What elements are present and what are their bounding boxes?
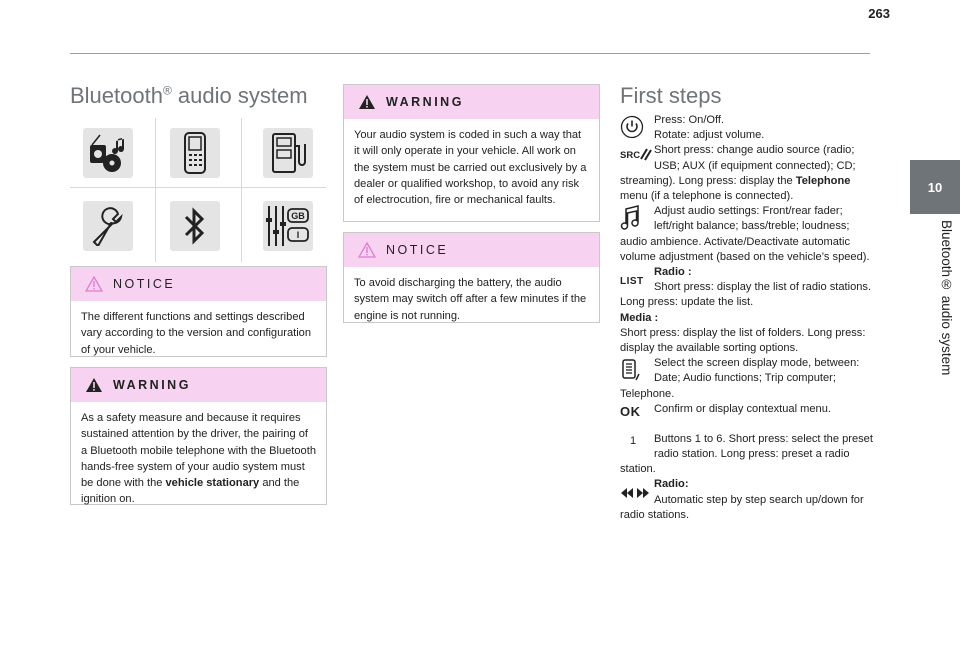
media-list-text: Short press: display the list of folders. Long press: display the available sorting options. [620, 326, 866, 355]
warning-box-coding [343, 84, 600, 222]
title-rest: audio system [171, 83, 308, 108]
title-sup: ® [162, 83, 172, 98]
seek-arrows-icon [620, 483, 652, 503]
phone-icon [170, 128, 220, 178]
settings-language-icon [263, 201, 313, 251]
seek-heading: Radio: [654, 478, 689, 491]
ok-icon: OK [620, 404, 641, 420]
section-title [70, 83, 308, 109]
chapter-number: 10 [927, 179, 943, 195]
warning-heading: WARNING [386, 95, 464, 109]
svg-text:GB: GB [291, 211, 305, 221]
svg-text:SRC: SRC [620, 150, 641, 162]
warning-heading: WARNING [113, 378, 191, 392]
notice-triangle-icon [85, 276, 103, 292]
display-mode-icon [620, 356, 652, 384]
wrench-icon [83, 201, 133, 251]
first-steps-title: First steps [620, 83, 722, 108]
src-phone-icon [620, 145, 652, 163]
buttons-text: Buttons 1 to 6. Short press: select the preset radio station. Long press: preset a radio station. [620, 432, 873, 476]
radio-cd-icon [83, 128, 133, 178]
seek-text: Automatic step by step search up/down for radio stations. [620, 493, 864, 521]
warning-triangle-icon [358, 94, 376, 110]
notice-text: The different functions and settings described vary according to the version and configuration of your vehicle. [81, 311, 312, 356]
icon-grid [70, 118, 326, 262]
notice-text: To avoid discharging the battery, the audio system may switch off after a few minutes if the engine is not running. [354, 277, 587, 322]
list-icon: LIST [620, 276, 644, 288]
notice-heading: NOTICE [386, 243, 449, 257]
power-line2: Rotate: adjust volume. [654, 129, 765, 142]
warning-box-bluetooth [70, 367, 327, 505]
power-line1: Press: On/Off. [654, 114, 725, 126]
title-text: Bluetooth [70, 83, 163, 108]
music-note-icon [620, 204, 652, 232]
display-text: Select the screen display mode, between: Date; Audio functions; Trip computer; Telephone. [620, 357, 860, 400]
power-knob-icon [620, 113, 652, 141]
top-divider [70, 53, 870, 54]
notice-triangle-icon [358, 242, 376, 258]
warning-triangle-icon [85, 377, 103, 393]
notice-box-config [70, 266, 327, 357]
preset-number-icon: 1 [630, 435, 637, 448]
page-number: 263 [868, 6, 890, 21]
svg-text:I: I [296, 230, 300, 240]
bluetooth-icon [170, 201, 220, 251]
warning-text: As a safety measure and because it requires sustained attention by the driver, the pairing of a Bluetooth mobile telephone with the Bluetooth hands-free system of your audio system must be done with the vehicle stationary and the ignition on. [81, 412, 316, 506]
radio-heading: Radio : [654, 266, 692, 279]
fuel-pump-icon [263, 128, 313, 178]
notice-box-battery [343, 232, 600, 323]
media-heading: Media : [620, 311, 659, 324]
first-steps-list [620, 113, 875, 523]
chapter-tab[interactable] [910, 160, 960, 214]
ok-text: Confirm or display contextual menu. [654, 402, 831, 415]
src-text: Short press: change audio source (radio; USB; AUX (if equipment connected); CD; streaming). Long press: display the Telephone menu (if a telephone is connected). [620, 144, 856, 203]
audio-text: Adjust audio settings: Front/rear fader; left/right balance; bass/treble; loudness; audio ambience. Activate/Deactivate automatic volume adjustment (based on the vehicle’s speed). [620, 205, 870, 263]
radio-list-text: Short press: display the list of radio stations. Long press: update the list. [620, 281, 872, 309]
chapter-label: Bluetooth® audio system [939, 220, 954, 376]
warning-text: Your audio system is coded in such a way that it will only operate in your vehicle. All work on the system must be carried out exclusively by a dealer or qualified workshop, to avoid any risk of electrocution, fire or mechanical faults. [354, 129, 587, 207]
notice-heading: NOTICE [113, 277, 176, 291]
